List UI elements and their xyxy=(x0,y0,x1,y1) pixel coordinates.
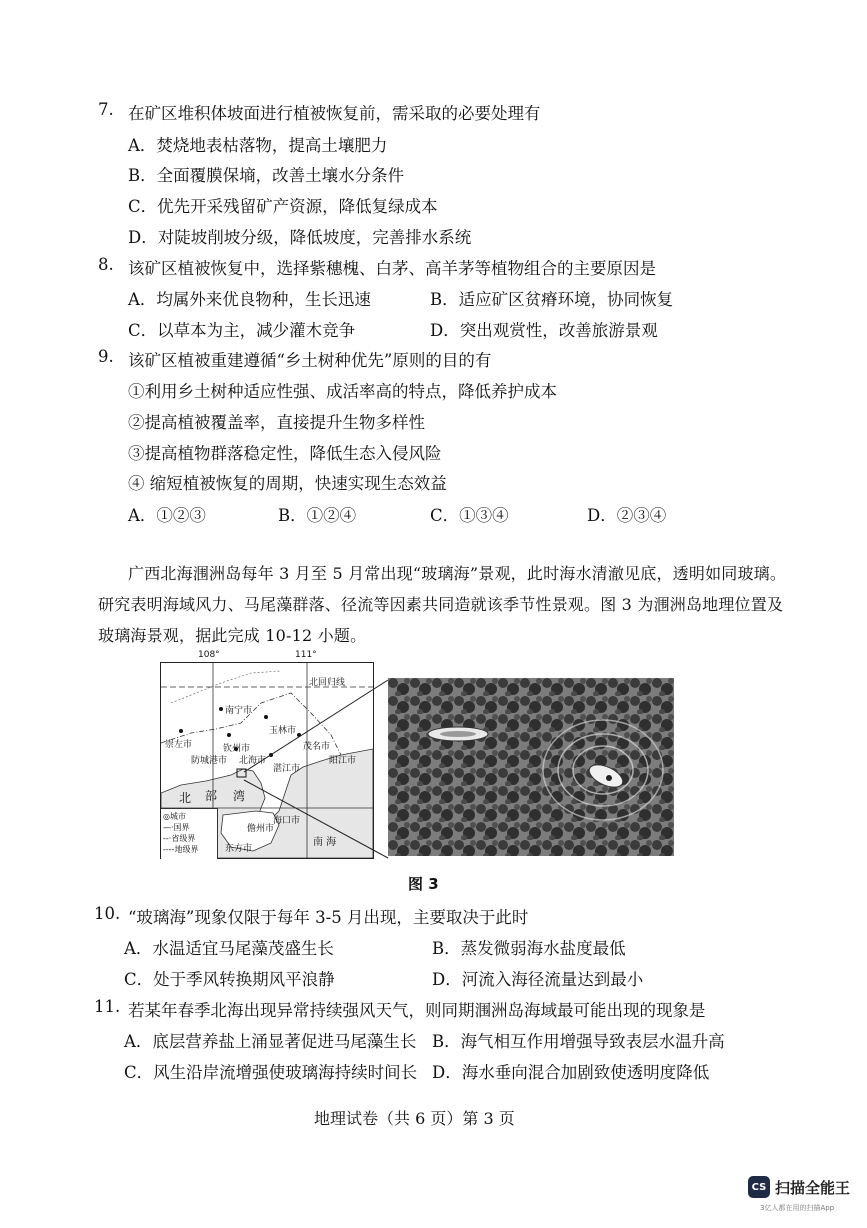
legend-country: 国界 xyxy=(173,823,190,832)
map-city-danzhou: 儋州市 xyxy=(247,824,275,834)
map-sea-label: 南 海 xyxy=(313,837,337,848)
logo-subtitle: 3亿人都在用的扫描App xyxy=(760,1204,835,1212)
question-9-statement-2: ②提高植被覆盖率，直接提升生物多样性 xyxy=(128,413,425,432)
question-11-option-a: A．底层营养盐上涌显著促进马尾藻生长 xyxy=(124,1032,417,1051)
question-9-option-a: A．①②③ xyxy=(128,506,206,525)
question-10-number: 10. xyxy=(94,904,121,923)
question-10-option-b: B．蒸发微弱海水盐度最低 xyxy=(432,939,626,958)
map-city-fangchenggang: 防城港市 xyxy=(191,756,228,766)
legend-city-icon: ◎ xyxy=(163,812,170,821)
map-gulf-char-2: 部 xyxy=(205,789,218,803)
question-7-option-d: D．对陡坡削坡分级，降低坡度，完善排水系统 xyxy=(128,228,472,247)
question-8-option-b: B．适应矿区贫瘠环境，协同恢复 xyxy=(430,290,674,309)
page-footer: 地理试卷（共 6 页）第 3 页 xyxy=(314,1109,515,1128)
question-11-number: 11. xyxy=(94,997,121,1016)
legend-province-line-icon: --· xyxy=(163,834,172,843)
question-7-stem: 在矿区堆积体坡面进行植被恢复前，需采取的必要处理有 xyxy=(128,104,541,123)
passage-line-2: 研究表明海域风力、马尾藻群落、径流等因素共同造就该季节性景观。图 3 为涠洲岛地理位置及 xyxy=(98,595,784,614)
question-7-number: 7. xyxy=(98,100,114,119)
legend-province: 省级界 xyxy=(171,834,196,843)
question-11-option-b: B．海气相互作用增强导致表层水温升高 xyxy=(432,1032,725,1051)
cs-logo-icon: CS xyxy=(748,1176,770,1198)
map-city-qinzhou: 钦州市 xyxy=(223,744,251,754)
question-9-option-c: C．①③④ xyxy=(430,506,509,525)
question-11-option-d: D．海水垂向混合加剧致使透明度降低 xyxy=(432,1063,710,1082)
question-7-option-c: C．优先开采残留矿产资源，降低复绿成本 xyxy=(128,197,438,216)
question-8-option-a: A．均属外来优良物种，生长迅速 xyxy=(128,290,371,309)
map-city-dongfang: 东方市 xyxy=(225,844,253,854)
map-city-maoming: 茂名市 xyxy=(303,742,331,752)
map-gulf-char-1: 北 xyxy=(179,791,192,805)
question-10-stem: “玻璃海”现象仅限于每年 3-5 月出现，主要取决于此时 xyxy=(128,908,529,927)
map-city-yangjiang: 阳江市 xyxy=(329,756,357,766)
question-10-option-a: A．水温适宜马尾藻茂盛生长 xyxy=(124,939,334,958)
glass-sea-photo xyxy=(388,678,674,856)
question-8-stem: 该矿区植被恢复中，选择紫穗槐、白茅、高羊茅等植物组合的主要原因是 xyxy=(128,259,656,278)
question-8-option-c: C．以草本为主，减少灌木竞争 xyxy=(128,321,356,340)
question-8-number: 8. xyxy=(98,255,114,274)
scanner-logo xyxy=(748,1176,850,1198)
legend-prefecture: 地级界 xyxy=(174,845,199,854)
question-11-stem: 若某年春季北海出现异常持续强风天气，则同期涠洲岛海域最可能出现的现象是 xyxy=(128,1001,706,1020)
map-tropic-label: 北回归线 xyxy=(309,678,346,688)
question-7-option-b: B．全面覆膜保墒，改善土壤水分条件 xyxy=(128,166,405,185)
question-9-statement-4: ④ 缩短植被恢复的周期，快速实现生态效益 xyxy=(128,474,447,493)
question-9-stem: 该矿区植被重建遵循“乡土树种优先”原则的目的有 xyxy=(128,351,492,370)
passage-line-1: 广西北海涠洲岛每年 3 月至 5 月常出现“玻璃海”景观，此时海水清澈见底，透明如同玻璃。 xyxy=(128,564,787,583)
passage-line-3: 玻璃海景观，据此完成 10-12 小题。 xyxy=(98,626,367,645)
map-city-chongzuo: 崇左市 xyxy=(165,740,193,750)
map-legend xyxy=(161,808,218,859)
map-city-haikou: 海口市 xyxy=(273,816,301,826)
legend-city: 城市 xyxy=(169,812,186,821)
map-longitude-108: 108° xyxy=(198,650,220,660)
map-longitude-111: 111° xyxy=(295,650,317,660)
question-9-option-b: B．①②④ xyxy=(278,506,357,525)
question-9-number: 9. xyxy=(98,347,114,366)
callout-lines xyxy=(236,676,396,862)
logo-name: 扫描全能王 xyxy=(775,1178,851,1197)
map-city-yulin: 玉林市 xyxy=(269,726,297,736)
question-9-statement-3: ③提高植物群落稳定性，降低生态入侵风险 xyxy=(128,444,442,463)
figure-caption: 图 3 xyxy=(408,875,439,893)
question-11-option-c: C．风生沿岸流增强使玻璃海持续时间长 xyxy=(124,1063,418,1082)
map-gulf-char-3: 湾 xyxy=(233,789,246,803)
map-city-nanning: 南宁市 xyxy=(225,706,253,716)
glass-sea-image xyxy=(388,678,674,856)
legend-prefecture-line-icon: ---- xyxy=(163,845,175,854)
map-city-zhanjiang: 湛江市 xyxy=(273,764,301,774)
question-10-option-d: D．河流入海径流量达到最小 xyxy=(432,970,644,989)
question-8-option-d: D．突出观赏性，改善旅游景观 xyxy=(430,321,658,340)
question-9-option-d: D．②③④ xyxy=(587,506,667,525)
legend-country-line-icon: —· xyxy=(163,823,174,832)
question-7-option-a: A．焚烧地表枯落物，提高土壤肥力 xyxy=(128,136,388,155)
question-9-statement-1: ①利用乡土树种适应性强、成活率高的特点，降低养护成本 xyxy=(128,382,557,401)
map-city-beihai: 北海市 xyxy=(239,756,267,766)
question-10-option-c: C．处于季风转换期风平浪静 xyxy=(124,970,335,989)
